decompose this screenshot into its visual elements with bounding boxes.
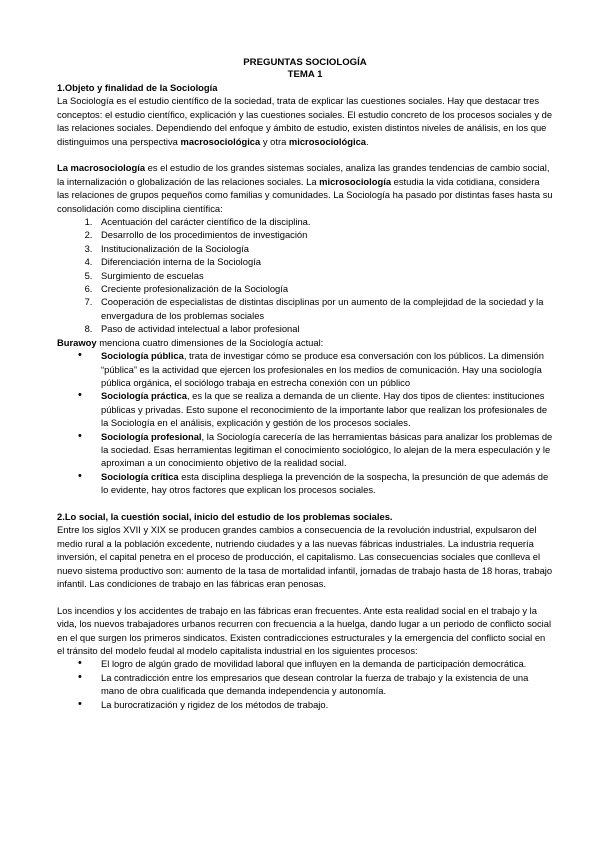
spacer — [57, 590, 553, 603]
list-item — [95, 349, 553, 389]
term-microsociologia: microsociología — [319, 175, 392, 187]
dimensions-list — [57, 349, 553, 496]
list-item: 3. Institucionalización de la Sociología — [95, 242, 553, 255]
phases-list — [57, 215, 553, 336]
dimension-text: esta disciplina despliega la prevención de la sospecha, la presunción de que además de lo evidente, hay otros factores que explican los procesos sociales. — [101, 470, 549, 496]
dimension-text: , la Sociología carecería de las herramientas básicas para analizar los problemas de la sociedad. Esas herramientas legitiman el conocimiento sociológico, lo alejan de la mera especulación y le aproximan a un conocimiento objetivo de la realidad social. — [101, 430, 553, 469]
section-2-paragraph-2: Los incendios y los accidentes de trabajo en las fábricas eran frecuentes. Ante esta realidad social en el trabajo y la vida, los nuevos trabajadores urbanos recurren con frecuencia a la huelga, dando lugar a un periodo de conflicto social en el que surgen los primeros sindicatos. Existen contradicciones estructurales y la emergencia del conflicto social en el tránsito del modelo feudal al modelo capitalista industrial en los siguientes procesos: — [57, 604, 552, 657]
term-macrosociologia: La macrosociología — [57, 162, 146, 174]
processes-list — [57, 657, 553, 711]
section-1-paragraph-1 — [57, 94, 553, 148]
list-item: • La contradicción entre los empresarios que desean controlar la fuerza de trabajo y la existencia de una mano de obra cualificada que demanda independencia y autonomía. — [95, 671, 553, 698]
dimension-text: , es la que se realiza a demanda de un cliente. Hay dos tipos de clientes: instituciones públicas y privadas. Esto supone el reconocimiento de la importante labor que realizan los profesionales de la Sociología en el análisis, explicación y gestión de los procesos sociales. — [101, 390, 548, 429]
document-title: PREGUNTAS SOCIOLOGÍA — [243, 57, 367, 68]
spacer — [57, 148, 553, 161]
list-item: 5. Surgimiento de escuelas — [95, 269, 553, 282]
term-microsociologica: microsociológica — [288, 135, 366, 147]
text: La Sociología es el estudio científico de la sociedad, trata de explicar las cuestiones sociales. Hay que destacar tres conceptos: el estudio científico, explicación y las cuestiones sociales. El estudio concreto de los procesos sociales y de las relaciones sociales. Dependiendo del enfoque y ámbito de estudio, existen distintos niveles de análisis, en los que distinguimos una perspectiva — [57, 95, 553, 147]
term-burawoy: Burawoy — [57, 336, 97, 348]
text: es el estudio de los grandes sistemas sociales, analiza las grandes tendencias de cambio social, la internalización o globalización de las relaciones sociales. La — [57, 162, 550, 187]
list-item: • El logro de algún grado de movilidad laboral que influyen en la demanda de participación democrática. — [95, 657, 553, 670]
list-item: 7. Cooperación de especialistas de distintas disciplinas por un aumento de la complejidad de la sociedad y la envergadura de los problemas sociales — [95, 295, 553, 322]
list-item: 6. Creciente profesionalización de la Sociología — [95, 282, 553, 295]
section-1-paragraph-2 — [57, 161, 553, 215]
section-2-paragraph-1: Entre los siglos XVII y XIX se producen grandes cambios a consecuencia de la revolución industrial, expulsaron del medio rural a la población excedente, nutriendo ciudades y a las nuevas fábricas industriales. La industria requería inversión, el capital penetra en el proceso de producción, el capitalismo. Las consecuencias sociales que conlleva el nuevo sistema productivo son: aumento de la tasa de mortalidad infantil, jornadas de trabajo hasta de 18 horas, trabajo infantil. Las condiciones de trabajo en las fábricas eran penosas. — [57, 524, 553, 589]
list-item: 1. Acentuación del carácter científico de la disciplina. — [95, 215, 553, 228]
dimension-text: , trata de investigar cómo se produce esa conversación con los públicos. La dimensión “pública” es la actividad que ejercen los profesionales en los medios de comunicación. Hay una sociología pública orgánica, el sociólogo trabaja en estrecha conexión con un público — [101, 350, 544, 388]
list-item: 2. Desarrollo de los procedimientos de investigación — [95, 228, 553, 241]
text: menciona cuatro dimensiones de la Sociología actual: — [96, 336, 324, 348]
list-item — [95, 430, 553, 470]
text: estudia la vida cotidiana, considera las relaciones de grupos pequeños como familias y comunidades. La Sociología ha pasado por distintas fases hasta su consolidación como disciplina científica: — [57, 175, 553, 214]
list-item — [95, 389, 553, 429]
term-macrosociologica: macrosociológica — [180, 135, 261, 147]
dimension-term: Sociología profesional — [101, 430, 202, 442]
text: y otra — [260, 135, 289, 147]
list-item: • La burocratización y rigidez de los métodos de trabajo. — [95, 698, 553, 711]
spacer — [57, 497, 553, 510]
dimension-term: Sociología práctica — [101, 390, 187, 402]
list-item: 8. Paso de actividad intelectual a labor profesional — [95, 322, 553, 335]
list-item — [95, 470, 553, 497]
dimension-term: Sociología crítica — [101, 470, 179, 482]
burawoy-intro — [57, 336, 553, 349]
section-1-heading: 1.Objeto y finalidad de la Sociología — [57, 82, 218, 93]
text: . — [366, 135, 369, 147]
list-item: 4. Diferenciación interna de la Sociología — [95, 255, 553, 268]
dimension-term: Sociología pública — [101, 350, 184, 362]
document-subtitle: TEMA 1 — [287, 69, 323, 80]
section-2-heading: 2.Lo social, la cuestión social, inicio del estudio de los problemas sociales. — [57, 510, 393, 522]
